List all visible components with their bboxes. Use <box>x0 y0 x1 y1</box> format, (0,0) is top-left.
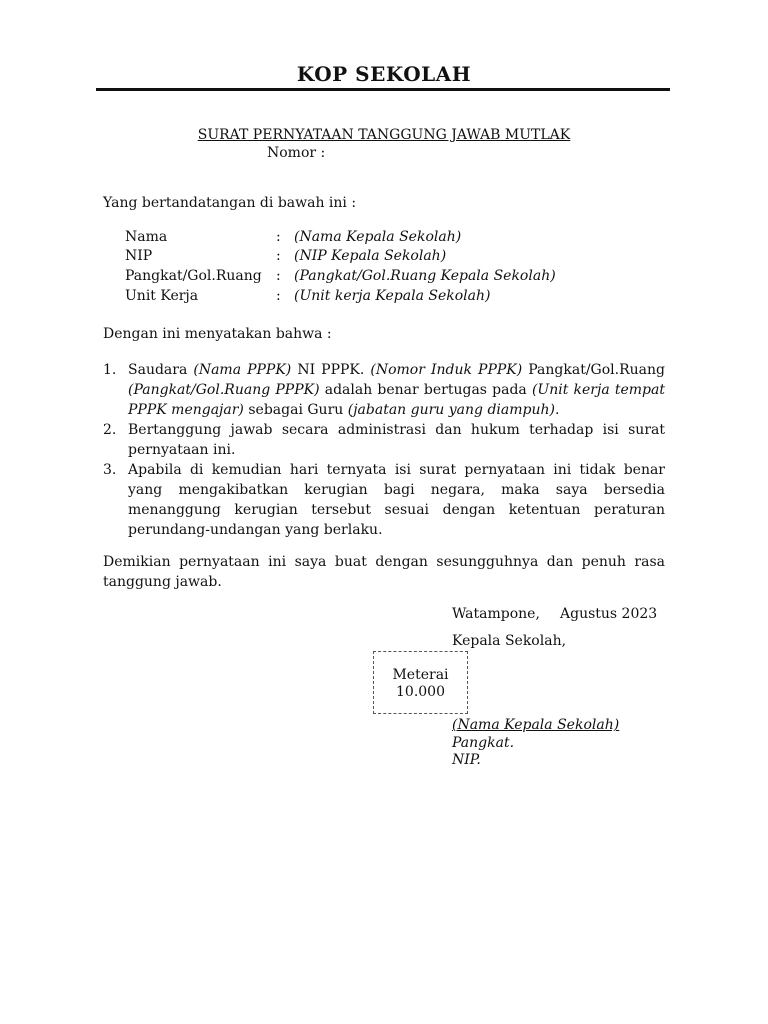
placeholder-pppk-id: (Nomor Induk PPPK) <box>370 362 523 378</box>
placeholder-work-unit: (Unit kerja tempat PPPK mengajar) <box>128 382 665 418</box>
intro-text: Yang bertandatangan di bawah ini : <box>103 195 357 211</box>
text-run: NI PPPK. <box>291 362 371 378</box>
text-run: Pangkat/Gol.Ruang <box>522 362 665 378</box>
list-item-text: Apabila di kemudian hari ternyata isi surat pernyataan ini tidak benar yang mengakibatkan kerugian bagi negara, maka saya bersedia menanggung kerugian tersebut sesuai dengan ketentuan peraturan perundang-undangan yang berlaku. <box>128 462 665 538</box>
identity-label: Unit Kerja <box>125 288 199 304</box>
document-title: SURAT PERNYATAAN TANGGUNG JAWAB MUTLAK <box>197 127 571 143</box>
signatory-nip: NIP. <box>452 752 481 768</box>
identity-separator: : <box>276 268 281 284</box>
identity-label: Pangkat/Gol.Ruang <box>125 268 262 284</box>
document-number: Nomor : <box>267 145 326 161</box>
identity-value: (Pangkat/Gol.Ruang Kepala Sekolah) <box>294 268 556 284</box>
stamp-duty-box <box>373 651 468 714</box>
list-item-text <box>128 360 665 420</box>
list-item <box>103 460 665 540</box>
placeholder-teacher-position: (jabatan guru yang diampuh) <box>347 402 555 418</box>
text-run: adalah benar bertugas pada <box>319 382 532 398</box>
list-item <box>103 360 665 420</box>
identity-value: (Nama Kepala Sekolah) <box>294 229 462 245</box>
list-number: 2. <box>103 422 117 438</box>
placeholder-pppk-name: (Nama PPPK) <box>193 362 292 378</box>
list-number: 1. <box>103 362 117 378</box>
text-run: Saudara <box>128 362 194 378</box>
placeholder-pppk-rank: (Pangkat/Gol.Ruang PPPK) <box>128 382 320 398</box>
identity-value: (NIP Kepala Sekolah) <box>294 248 447 264</box>
identity-value: (Unit kerja Kepala Sekolah) <box>294 288 491 304</box>
signature-place: Watampone, <box>452 606 540 622</box>
text-run: sebagai Guru <box>243 402 348 418</box>
list-item-text: Bertanggung jawab secara administrasi dan hukum terhadap isi surat pernyataan ini. <box>128 422 665 458</box>
closing-paragraph: Demikian pernyataan ini saya buat dengan sesungguhnya dan penuh rasa tanggung jawab. <box>103 554 665 590</box>
statement-intro: Dengan ini menyatakan bahwa : <box>103 326 332 342</box>
identity-separator: : <box>276 288 281 304</box>
list-item <box>103 420 665 460</box>
text-run: . <box>554 402 560 418</box>
signatory-rank: Pangkat. <box>452 735 515 751</box>
stamp-label: Meterai <box>392 667 449 683</box>
signature-role: Kepala Sekolah, <box>452 633 567 649</box>
stamp-value: 10.000 <box>396 684 445 700</box>
signatory-name: (Nama Kepala Sekolah) <box>452 717 620 733</box>
identity-label: NIP <box>125 248 153 264</box>
identity-separator: : <box>276 248 281 264</box>
list-number: 3. <box>103 462 117 478</box>
letterhead-title: KOP SEKOLAH <box>296 62 472 86</box>
letterhead-divider <box>96 88 670 91</box>
identity-label: Nama <box>125 229 168 245</box>
signature-date: Agustus 2023 <box>560 606 658 622</box>
identity-separator: : <box>276 229 281 245</box>
